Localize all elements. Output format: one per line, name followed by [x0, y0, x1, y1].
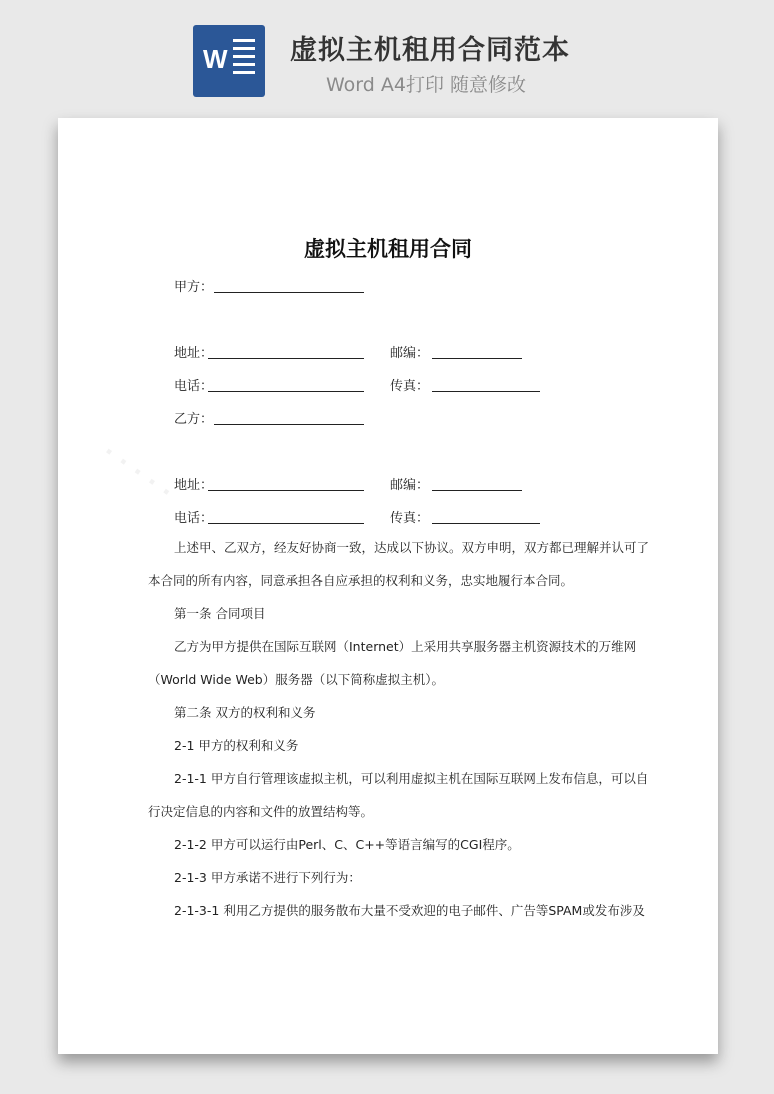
party-b-fax-blank[interactable] [432, 523, 540, 524]
party-b-phone-label: 电话： [174, 511, 214, 526]
word-icon-letter: W [203, 44, 228, 74]
banner-subtitle: Word A4打印 随意修改 [326, 74, 527, 96]
paragraph: （World Wide Web）服务器（以下简称虚拟主机）。 [148, 672, 444, 687]
paragraph: 本合同的所有内容，同意承担各自应承担的权利和义务，忠实地履行本合同。 [148, 573, 574, 588]
party-b-postcode-label: 邮编： [390, 478, 430, 493]
party-b-address-blank[interactable] [208, 490, 364, 491]
clause: 2-1-3 甲方承诺不进行下列行为： [174, 870, 361, 885]
section-heading: 第二条 双方的权利和义务 [174, 705, 316, 720]
party-b-fax-label: 传真： [390, 511, 430, 526]
paragraph: 上述甲、乙双方，经友好协商一致，达成以下协议。双方申明，双方都已理解并认可了 [174, 540, 650, 555]
party-a-address-blank[interactable] [208, 358, 364, 359]
party-b-address-label: 地址： [174, 478, 214, 493]
clause: 2-1 甲方的权利和义务 [174, 738, 299, 753]
word-document-icon [193, 25, 265, 97]
party-a-label: 甲方： [174, 280, 214, 295]
party-b-phone-blank[interactable] [208, 523, 364, 524]
word-icon-lines [233, 39, 255, 79]
party-a-blank[interactable] [214, 292, 364, 293]
party-b-label: 乙方： [174, 412, 214, 427]
clause: 行决定信息的内容和文件的放置结构等。 [148, 804, 374, 819]
party-a-address-label: 地址： [174, 346, 214, 361]
party-a-phone-label: 电话： [174, 379, 214, 394]
document-page [58, 118, 718, 1054]
clause: 2-1-2 甲方可以运行由Perl、C、C++等语言编写的CGI程序。 [174, 837, 520, 852]
party-b-postcode-blank[interactable] [432, 490, 522, 491]
clause: 2-1-3-1 利用乙方提供的服务散布大量不受欢迎的电子邮件、广告等SPAM或发布涉及 [174, 903, 645, 918]
section-heading: 第一条 合同项目 [174, 606, 266, 621]
party-a-fax-label: 传真： [390, 379, 430, 394]
watermark: · · · · · [97, 437, 178, 507]
banner-title: 虚拟主机租用合同范本 [290, 35, 570, 66]
paragraph: 乙方为甲方提供在国际互联网（Internet）上采用共享服务器主机资源技术的万维网 [174, 639, 637, 654]
party-b-blank[interactable] [214, 424, 364, 425]
party-a-phone-blank[interactable] [208, 391, 364, 392]
document-title: 虚拟主机租用合同 [304, 237, 472, 261]
party-a-postcode-blank[interactable] [432, 358, 522, 359]
party-a-postcode-label: 邮编： [390, 346, 430, 361]
party-a-fax-blank[interactable] [432, 391, 540, 392]
template-banner [0, 0, 774, 110]
clause: 2-1-1 甲方自行管理该虚拟主机，可以利用虚拟主机在国际互联网上发布信息，可以自 [174, 771, 649, 786]
